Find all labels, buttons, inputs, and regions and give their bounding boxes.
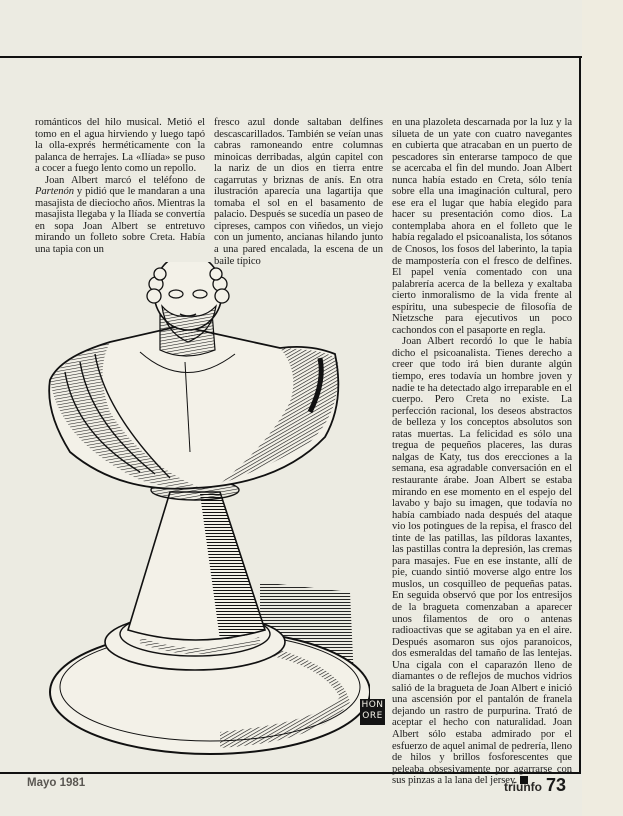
paragraph bbox=[392, 336, 572, 786]
page-margin bbox=[582, 0, 623, 816]
paragraph bbox=[35, 175, 205, 256]
emphasis-text: Partenón bbox=[35, 186, 75, 198]
text-run: y pidió que le mandaran a una masajista de dieciocho años. Mientras la masajista llegaba y la Ilíada se convertía en sopa Joan Albert se entretuvo mirando un folleto sobre Creta. Había una tapia con un bbox=[35, 186, 205, 256]
page-number: 73 bbox=[546, 775, 567, 795]
text-column-1 bbox=[35, 117, 205, 256]
magazine-name: triunfo bbox=[504, 780, 542, 794]
artist-signature: HON ORE bbox=[360, 699, 385, 725]
text-run: Joan Albert recordó lo que le había dicho el psicoanalista. Tienes derecho a creer que todo irá bien durante algún tiempo, eres todavía un hombre joven y nadie te ha detectado algo irreparable en el cuerpo. Pero Creta no existe. La perfección racional, los deseos abstractos de belleza y los conceptos absolutos son ratas muertas. La felicidad es sólo una tregua de pequeños placeres, las duras nalgas de Katy, tus dos erecciones a la semana, esa agradable conversación en el restaurante árabe. Joan Albert se estaba mirando en ese momento en el espejo del lavabo y bajo su imagen, que todavía no había cambiado nada después del ataque vio los potingues de la repisa, el frasco del tinte de las patillas, las píldoras laxantes, las pastillas contra la depresión, las cremas para masajes. Fue en ese instante, allí de pie, cuando sintió moverse algo entre los muslos, un cosquilleo de pequeñas patas. En seguida observó que por los entresijos de la bragueta comenzaban a aparecer unos filamentos de oro o antenas radioactivas que se agitaban ya en el aire. Después asomaron sus ojos paranoicos, dos esmeraldas del tamaño de las lentejas. Una cigala con el caparazón lleno de diamantes o de reflejos de muchos vidrios salió de la bragueta de Joan Albert e inició una ascensión por el pantalón de franela dejando un rastro de purpurina. Trató de aceptar el hecho con naturalidad. Joan Albert sólo estaba admirado por el esfuerzo de aquel animal de pedrería, lleno de hilos y brillos fosforescentes que peleaba obsesivamente por agarrarse con sus pinzas a la lana del jersey. bbox=[392, 336, 572, 787]
text-run: Joan Albert marcó el teléfono de bbox=[45, 174, 205, 186]
bust-illustration bbox=[20, 262, 370, 772]
frame-border-right bbox=[579, 56, 581, 774]
paragraph: románticos del hilo musical. Metió el tomo en el agua hirviendo y luego tapó la olla-exprés herméticamente con la palanca de herrajes. La «Ilíada» se puso a cocer a fuego lento como un repollo. bbox=[35, 117, 205, 175]
frame-border-top bbox=[0, 56, 582, 58]
text-column-2 bbox=[214, 117, 383, 267]
paragraph: en una plazoleta descarnada por la luz y la silueta de un yate con cuatro navegantes en cubierta que atracaban en un puerto de pescadores sin enterarse tampoco de que se acercaba el fin del mundo. Joan Albert nunca había estado en Creta, sólo tenía sobre ella una imaginación cultural, pero ese era el lugar que había elegido para hacer su presentación como dios. La contemplaba ahora en el folleto que le había regalado el psicoanalista, los sótanos de Cnosos, los fosos del laberinto, la tapia de mampostería con el fresco de delfines. El papel venía comentado con una palabrería acerca de la belleza y exaltaba cierto inmoralismo de la vida frente al espíritu, una subespecie de filosofía de Nietzsche para ejecutivos un poco cachondos con el pasaporte en regla. bbox=[392, 117, 572, 336]
issue-date: Mayo 1981 bbox=[27, 777, 86, 789]
text-column-3 bbox=[392, 117, 572, 787]
paragraph: fresco azul donde saltaban delfines descascarillados. También se veían unas cabras ramoneando entre columnas minoicas derribadas, algún capitel con la nariz de un dios en tierra entre cagarrutas y briznas de anís. En otra ilustración aparecía una lagartija que tomaba el sol en el basamento de palacio. Después se sucedía un paseo de cipreses, campos con viñedos, un viejo con un jumento, ancianas hilando junto a una pared encalada, la escena de un baile típico bbox=[214, 117, 383, 267]
page-footer bbox=[504, 775, 566, 796]
